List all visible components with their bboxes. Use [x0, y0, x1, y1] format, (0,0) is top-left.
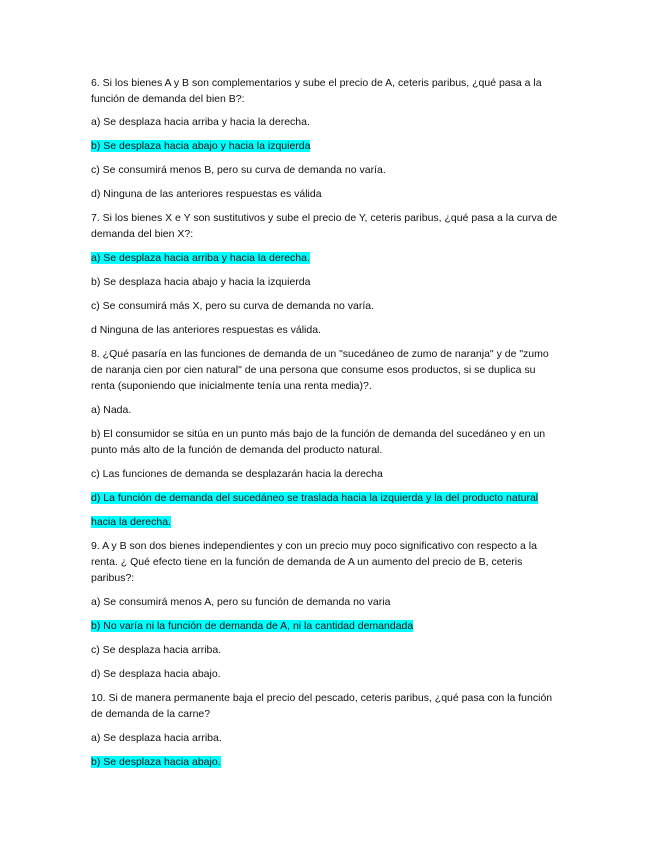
q10-option-b-highlighted-answer: b) Se desplaza hacia abajo.	[91, 756, 221, 768]
q8-option-d-line-1	[91, 491, 571, 507]
q7-option-a	[91, 251, 571, 267]
q8-option-d-highlighted-answer-line-2: hacia la derecha.	[91, 516, 171, 528]
q6-option-b-highlighted-answer: b) Se desplaza hacia abajo y hacia la izquierda	[91, 140, 311, 152]
q9-option-a	[91, 595, 571, 611]
q7-option-d-text: d Ninguna de las anteriores respuestas es válida.	[91, 324, 321, 336]
q10-stem-line-2: de demanda de la carne?	[91, 708, 211, 720]
q10-option-a	[91, 731, 571, 747]
q9-option-c	[91, 643, 571, 659]
q9-stem-line-1: 9. A y B son dos bienes independientes y con un precio muy poco significativo con respecto a la	[91, 540, 537, 552]
q7-option-a-highlighted-answer: a) Se desplaza hacia arriba y hacia la derecha.	[91, 252, 310, 264]
q8-option-d-highlighted-answer-line-1: d) La función de demanda del sucedáneo se traslada hacia la izquierda y la del producto natural	[91, 492, 539, 504]
q7-option-c	[91, 299, 571, 315]
q7-option-b-text: b) Se desplaza hacia abajo y hacia la izquierda	[91, 276, 311, 288]
q7-stem-line-1: 7. Si los bienes X e Y son sustitutivos y sube el precio de Y, ceteris paribus, ¿qué pasa a la curva de	[91, 212, 558, 224]
q6-option-c	[91, 163, 571, 179]
q6-option-d-text: d) Ninguna de las anteriores respuestas es válida	[91, 188, 322, 200]
q8-option-a-text: a) Nada.	[91, 404, 132, 416]
q8-option-c	[91, 467, 571, 483]
q8-stem-line-1: 8. ¿Qué pasaría en las funciones de demanda de un "sucedáneo de zumo de naranja" y de "zumo	[91, 348, 549, 360]
q8-stem-line-2: de naranja cien por cien natural" de una persona que consume esos productos, si se duplica su	[91, 364, 536, 376]
q8-option-a	[91, 403, 571, 419]
q9-option-b	[91, 619, 571, 635]
q6-option-d	[91, 187, 571, 203]
q7-option-b	[91, 275, 571, 291]
q6-option-a-text: a) Se desplaza hacia arriba y hacia la derecha.	[91, 116, 310, 128]
q7-option-d	[91, 323, 571, 339]
q6-stem-line-1: 6. Si los bienes A y B son complementarios y sube el precio de A, ceteris paribus, ¿qué pasa a la	[91, 77, 542, 89]
q10-stem-line-1: 10. Si de manera permanente baja el precio del pescado, ceteris paribus, ¿qué pasa con la función	[91, 692, 553, 704]
q10-option-b	[91, 755, 571, 771]
q10-option-a-text: a) Se desplaza hacia arriba.	[91, 732, 222, 744]
q8-stem-line-3: renta (suponiendo que inicialmente tenía una renta media)?.	[91, 380, 372, 392]
q9-option-a-text: a) Se consumirá menos A, pero su función de demanda no varia	[91, 596, 391, 608]
q6-option-b	[91, 139, 571, 155]
q8-option-d-line-2	[91, 515, 571, 531]
q9-option-d	[91, 667, 571, 683]
q7-option-c-text: c) Se consumirá más X, pero su curva de demanda no varía.	[91, 300, 375, 312]
q8-option-c-text: c) Las funciones de demanda se desplazarán hacia la derecha	[91, 468, 383, 480]
q9-stem-line-3: paribus?:	[91, 572, 135, 584]
q8-option-b-line-2: punto más alto de la función de demanda del producto natural.	[91, 444, 383, 456]
q7-stem-line-2: demanda del bien X?:	[91, 228, 194, 240]
q9-option-b-highlighted-answer: b) No varía ni la función de demanda de A, ni la cantidad demandada	[91, 620, 414, 632]
q9-stem-line-2: renta. ¿ Qué efecto tiene en la función de demanda de A un aumento del precio de B, ceteris	[91, 556, 523, 568]
q8-option-b-line-1: b) El consumidor se sitúa en un punto más bajo de la función de demanda del sucedáneo y en un	[91, 428, 546, 440]
q9-option-c-text: c) Se desplaza hacia arriba.	[91, 644, 222, 656]
q6-option-a	[91, 115, 571, 131]
q6-option-c-text: c) Se consumirá menos B, pero su curva de demanda no varía.	[91, 164, 386, 176]
q9-option-d-text: d) Se desplaza hacia abajo.	[91, 668, 221, 680]
q6-stem-line-2: función de demanda del bien B?:	[91, 93, 245, 105]
